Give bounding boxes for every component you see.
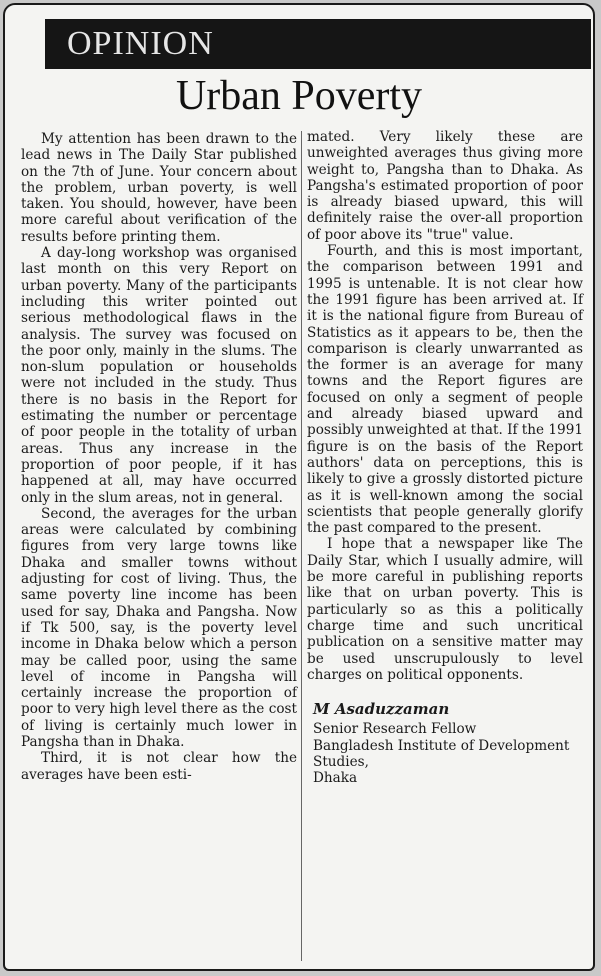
newspaper-clipping [3, 3, 595, 971]
author-institute: Bangladesh Institute of Development Studies, [313, 737, 570, 770]
paragraph: A day-long workshop was organised last month on this very Report on urban poverty. Many of the participants including this writer pointed out serious methodological flaws in the analysis. The survey was focused on the poor only, mainly in the slums. The non-slum population or households were not included in the study. Thus there is no basis in the Report for estimating the number or percentage of poor people in the totality of urban areas. Thus any increase in the proportion of poor people, if it has happened at all, may have occurred only in the slum areas, not in general. [21, 245, 297, 506]
column-divider [301, 131, 302, 961]
paragraph: mated. Very likely these are unweighted averages thus giving more weight to, Pangsha than to Dhaka. As Pangsha's estimated proportion of poor is already biased upward, this will definitely raise the over-all proportion of poor above its "true" value. [307, 129, 583, 243]
signature-block [307, 701, 583, 786]
article-headline: Urban Poverty [175, 73, 423, 119]
author-city: Dhaka [313, 770, 358, 787]
author-name: M Asaduzzaman [313, 700, 450, 719]
section-label: OPINION [67, 25, 214, 62]
author-title: Senior Research Fellow [313, 721, 477, 738]
article-column-right [307, 129, 583, 787]
paragraph: I hope that a newspaper like The Daily Star, which I usually admire, will be more careful in publishing reports like that on urban poverty. This is particularly so as this a politically charge time and such uncritical publication on a sensitive matter may be used unscrupulously to level charges on political opponents. [307, 536, 583, 683]
paragraph: Fourth, and this is most important, the comparison between 1991 and 1995 is untenable. It is not clear how the 1991 figure has been arrived at. If it is the national figure from Bureau of Statistics as it appears to be, then the comparison is clearly unwarranted as the former is an average for many towns and the Report figures are focused on only a segment of people and already biased upward and possibly unweighted at that. If the 1991 figure is on the basis of the Report authors' data on perceptions, this is likely to give a grossly distorted picture as it is well-known among the social scientists that people generally glorify the past compared to the present. [307, 243, 583, 537]
paragraph: My attention has been drawn to the lead news in The Daily Star published on the 7th of June. Your concern about the problem, urban poverty, is well taken. You should, however, have been more careful about verification of the results before printing them. [21, 131, 297, 245]
article-column-left [21, 131, 297, 783]
paragraph: Third, it is not clear how the averages have been esti- [21, 750, 297, 783]
paragraph: Second, the averages for the urban areas were calculated by combining figures from very large towns like Dhaka and smaller towns without adjusting for cost of living. Thus, the same poverty line income has been used for say, Dhaka and Pangsha. Now if Tk 500, say, is the poverty level income in Dhaka below which a person may be called poor, using the same level of income in Pangsha will certainly increase the proportion of poor to very high level there as the cost of living is certainly much lower in Pangsha than in Dhaka. [21, 505, 297, 750]
